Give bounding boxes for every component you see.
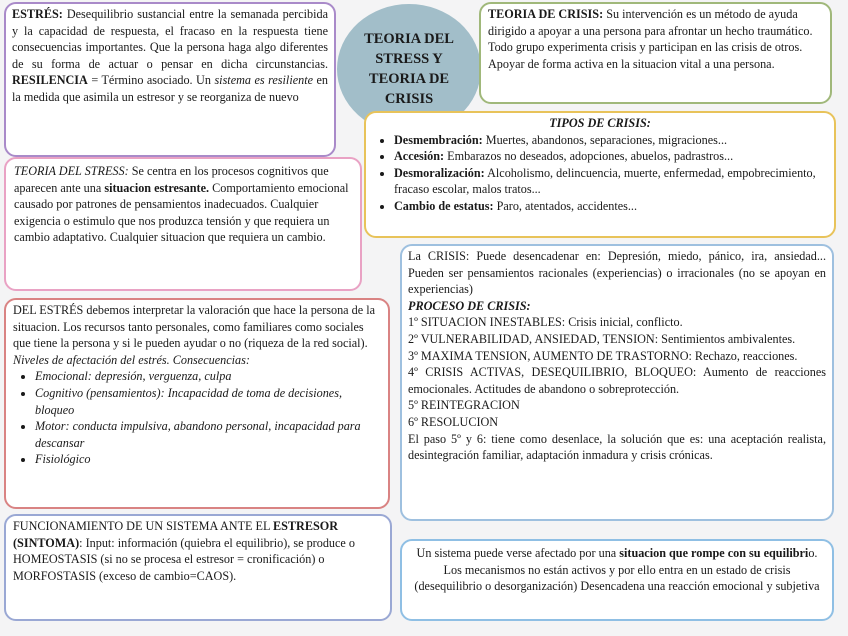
list-item: • Fisiológico bbox=[35, 451, 381, 468]
resilencia-term: RESILENCIA bbox=[12, 73, 88, 88]
estres-text: ESTRÉS: Desequilibrio sustancial entre la semanada percibida y la capacidad de respuesta, el fracaso en la respuesta tiene consecuencias importantes. Que la persona haga algo diferentes de su forma de actuar o pensar en dicha circunstancias. RESILENCIA = Término asociado. Un sistema es resiliente en la medida que asimila un estresor y se reorganiza de nuevo bbox=[12, 7, 328, 104]
proceso-outro: El paso 5º y 6: tiene como desenlace, la solución que es: una aceptación realista, desintegración familiar, adaptación inmadura y crisis crónicas. bbox=[408, 431, 826, 463]
teoria-stress-term: TEORIA DEL STRESS: bbox=[14, 164, 129, 178]
estres-term: ESTRÉS: bbox=[12, 7, 63, 21]
list-item: • Emocional: depresión, verguenza, culpa bbox=[35, 368, 381, 385]
funcionamiento-box bbox=[4, 514, 392, 621]
tipos-crisis-box bbox=[364, 111, 836, 238]
list-item: • Cognitivo (pensamientos): Incapacidad de toma de decisiones, bloqueo bbox=[35, 385, 381, 418]
niveles-heading: Niveles de afectación del estrés. Consecuencias: bbox=[13, 352, 250, 367]
teoria-crisis-term: TEORIA DE CRISIS: bbox=[488, 7, 604, 21]
list-item: • Motor: conducta impulsiva, abandono personal, incapacidad para descansar bbox=[35, 418, 381, 451]
proceso-step: 1º SITUACION INESTABLES: Crisis inicial, conflicto. bbox=[408, 315, 683, 330]
list-item: • Cambio de estatus: Paro, atentados, accidentes... bbox=[394, 198, 824, 215]
funcionamiento-text: FUNCIONAMIENTO DE UN SISTEMA ANTE EL ESTRESOR (SINTOMA): Input: información (quiebra el equilibrio), se produce o HOMEOSTASIS (si no se procesa el estresor = cronificación) o MORFOSTASIS (exceso de cambio=CAOS). bbox=[13, 519, 355, 583]
teoria-stress-text: TEORIA DEL STRESS: Se centra en los procesos cognitivos que aparecen ante una situacion estresante. Comportamiento emocional causado por patrones de pensamientos inadecuados. Cualquier exigencia o estimulo que nos produzca tensión y que requiera un cambio adaptativo. Cualquier situacion que requiera un cambio. bbox=[14, 164, 349, 245]
proceso-step: 5º REINTEGRACION bbox=[408, 398, 520, 413]
teoria-crisis-text: TEORIA DE CRISIS: Su intervención es un método de ayuda dirigido a apoyar a una persona para afrontar un hecho traumático. Todo grupo experimenta crisis y participan en las crisis de otros. Apoyar de forma activa en la situacion vital a una persona. bbox=[488, 7, 813, 71]
crisis-intro: La CRISIS: Puede desencadenar en: Depresión, miedo, pánico, ira, ansiedad... Pueden ser pensamientos racionales (experiencias) o irracionales (no se apoyan en experiencias) bbox=[408, 249, 826, 297]
teoria-crisis-box bbox=[479, 2, 832, 104]
proceso-step: 4º CRISIS ACTIVAS, DESEQUILIBRIO, BLOQUEO: Aumento de reacciones emocionales. Actitudes de abandono o sobreprotección. bbox=[408, 365, 826, 396]
teoria-stress-box bbox=[4, 157, 362, 291]
niveles-list bbox=[13, 368, 381, 468]
proceso-crisis-box bbox=[400, 244, 834, 521]
list-item: • Desmembración: Muertes, abandonos, separaciones, migraciones... bbox=[394, 132, 824, 149]
proceso-step: 2º VULNERABILIDAD, ANSIEDAD, TENSION: Sentimientos ambivalentes. bbox=[408, 331, 796, 346]
sistema-text: Un sistema puede verse afectado por una situacion que rompe con su equilibrio. Los mecanismos no están activos y por ello entra en un estado de crisis (desequilibrio o desorganización) Desencadena una reacción emocional y subjetiva bbox=[414, 546, 820, 594]
list-item: • Desmoralización: Alcoholismo, delincuencia, muerte, enfermedad, empobrecimiento, fracaso escolar, malos tratos... bbox=[394, 165, 824, 198]
estres-interpretacion-box bbox=[4, 298, 390, 509]
tipos-crisis-heading: TIPOS DE CRISIS: bbox=[549, 116, 651, 130]
list-item: • Accesión: Embarazos no deseados, adopciones, abuelos, padrastros... bbox=[394, 148, 824, 165]
proceso-step: 3º MAXIMA TENSION, AUMENTO DE TRASTORNO: Rechazo, reacciones. bbox=[408, 348, 798, 363]
proceso-step: 6º RESOLUCION bbox=[408, 414, 499, 429]
tipos-crisis-list bbox=[376, 132, 824, 215]
estres-interpretacion-text: DEL ESTRÉS debemos interpretar la valoración que hace la persona de la situacion. Los recursos tanto personales, como familiares como sociales que tiene la persona y si le pueden ayudar o no (riqueza de la red social). bbox=[13, 303, 375, 351]
sistema-box bbox=[400, 539, 834, 621]
page-title: TEORIA DEL STRESS Y TEORIA DE CRISIS bbox=[364, 31, 454, 107]
estres-box bbox=[4, 2, 336, 157]
proceso-heading: PROCESO DE CRISIS: bbox=[408, 298, 531, 313]
